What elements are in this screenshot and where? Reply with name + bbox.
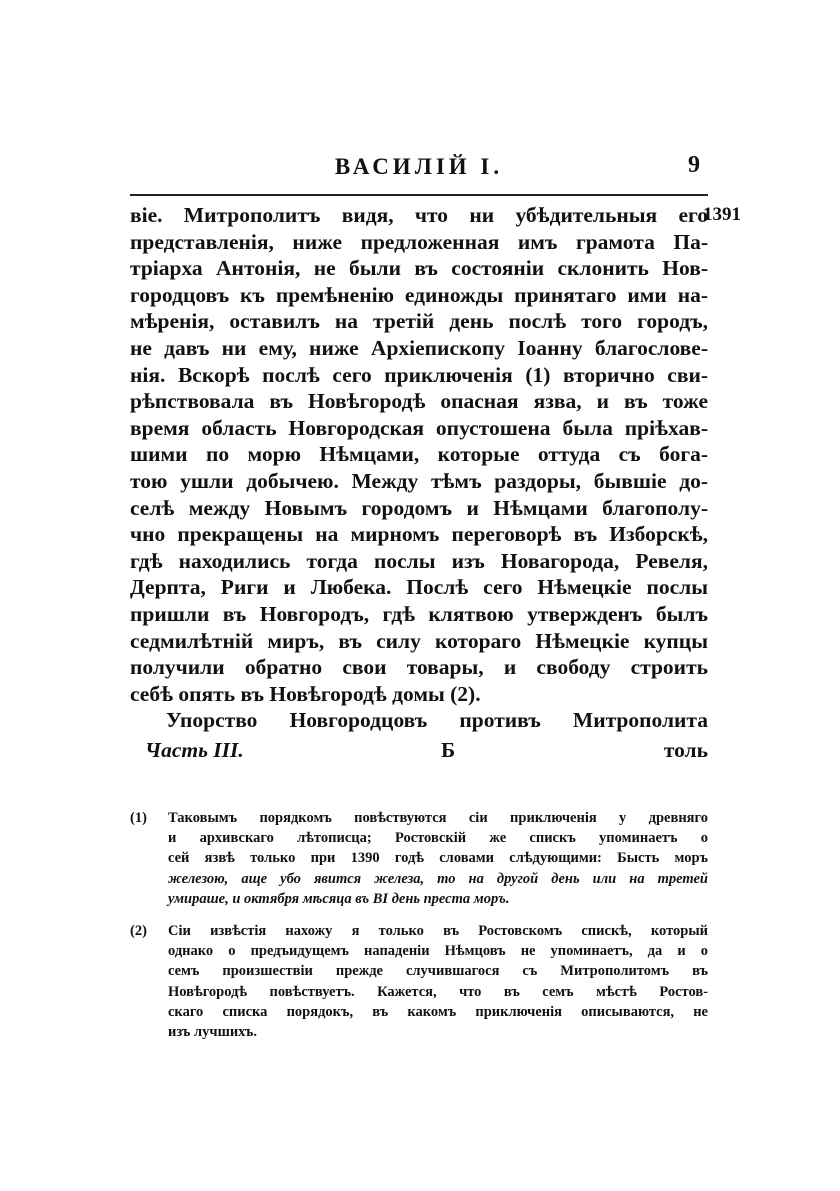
footnote-line: Новѣгородѣ повѣствуетъ. Кажется, что въ семъ мѣстѣ Ростов- <box>168 983 708 1000</box>
catchline <box>145 738 708 768</box>
footnote-line: семъ произшествіи прежде случившагося съ Митрополитомъ въ <box>168 963 708 980</box>
margin-year-note: 1391 <box>703 204 741 225</box>
text-line: Упорство Новгородцовъ противъ Митрополита <box>166 708 708 733</box>
footnote-line: Таковымъ порядкомъ повѣствуются сіи приключенія у древняго <box>168 810 708 826</box>
footnote-line: изъ лучшихъ. <box>168 1023 257 1040</box>
catchword: толь <box>663 738 708 762</box>
text-line: віе. Митрополитъ видя, что ни убѣдительныя его <box>130 203 708 227</box>
text-line: мѣренія, оставилъ на третій день послѣ того городъ, <box>130 309 708 334</box>
text-line: городцовъ къ премѣненію единожды принятаго ими на- <box>130 282 708 307</box>
text-line: шими по морю Нѣмцами, которые оттуда съ бога- <box>130 442 708 467</box>
header-rule <box>130 194 708 196</box>
signature-letter: Б <box>441 738 456 762</box>
text-line: седмилѣтній миръ, въ силу котораго Нѣмецкіе купцы <box>130 628 708 653</box>
footnote-2 <box>130 921 708 1042</box>
text-line: тою ушли добычею. Между тѣмъ раздоры, бывшіе до- <box>130 468 708 493</box>
text-line: пришли въ Новгородъ, гдѣ клятвою утвержденъ былъ <box>130 601 708 626</box>
footnote-line: Сіи извѣстія нахожу я только въ Ростовскомъ спискѣ, который <box>168 922 708 939</box>
footnote-line: сей язвѣ только при 1390 годѣ словами слѣдующими: Бысть моръ <box>168 850 708 867</box>
text-line: получили обратно свои товары, и свободу строить <box>130 655 708 680</box>
running-title: ВАСИЛІЙ І. <box>334 154 504 179</box>
main-text <box>130 202 708 734</box>
footnote-line: железою, аще убо явится железа, то на другой день или на третей <box>168 870 708 887</box>
text-line: себѣ опять въ Новѣгородѣ домы (2). <box>130 681 481 706</box>
footnote-marker: (2) <box>130 922 147 939</box>
running-head <box>130 150 708 190</box>
text-line: представленія, ниже предложенная имъ грамота Па- <box>130 229 708 254</box>
text-line: Дерпта, Риги и Любека. Послѣ сего Нѣмецкіе послы <box>130 575 708 600</box>
text-line: чно прекращены на мирномъ переговорѣ въ Изборскѣ, <box>130 522 708 547</box>
text-line: селѣ между Новымъ городомъ и Нѣмцами благополу- <box>130 495 708 520</box>
text-line: нія. Вскорѣ послѣ сего приключенія (1) вторично сви- <box>130 362 708 387</box>
footnote-line: скаго списка порядокъ, въ какомъ приключенія описываются, не <box>168 1003 708 1020</box>
text-line: гдѣ находились тогда послы изъ Новагорода, Ревеля, <box>130 548 708 573</box>
footnotes <box>130 808 708 1054</box>
text-line: рѣпствовала въ Новѣгородѣ опасная язва, и въ тоже <box>130 389 708 414</box>
signature-mark: Часть III. <box>145 738 244 762</box>
footnote-marker: (1) <box>130 810 147 826</box>
page-number: 9 <box>688 152 700 178</box>
footnote-line: умираше, и октября мѣсяца въ ВI день преста моръ. <box>168 890 510 907</box>
footnote-line: однако о предъидущемъ нападеніи Нѣмцовъ не упоминаетъ, да и о <box>168 943 708 960</box>
footnote-1 <box>130 808 708 909</box>
footnote-line: и архивскаго лѣтописца; Ростовскій же спискъ упоминаетъ о <box>168 830 708 847</box>
text-line: время область Новгородская опустошена была пріѣхав- <box>130 415 708 440</box>
text-line: тріарха Антонія, не были въ состояніи склонить Нов- <box>130 256 708 281</box>
text-line: не давъ ни ему, ниже Архіепископу Іоанну благослове- <box>130 335 708 360</box>
